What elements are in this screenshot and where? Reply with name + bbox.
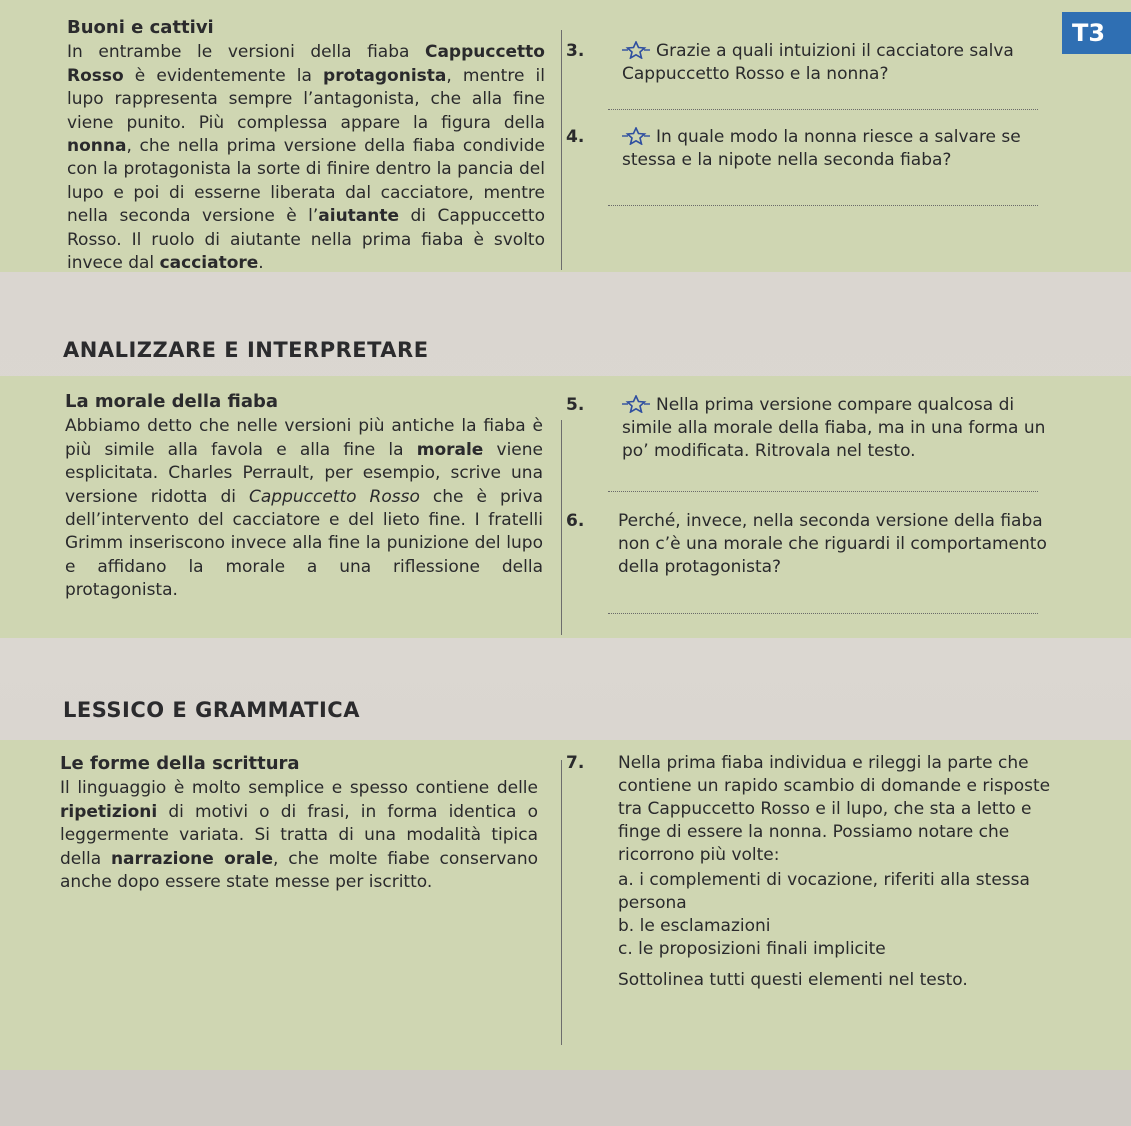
list-item: c. le proposizioni finali implicite [618, 939, 886, 959]
difficulty-star-icon [622, 41, 650, 59]
scrittura-text: Il linguaggio è molto semplice e spesso contiene delle ripetizioni di motivi o di frasi, in forma identica o leggermente variata. Si tratta di una modalità tipica della narrazione orale, che molte fiabe conservano anche dopo essere state messe per iscritto. [60, 778, 538, 893]
intro-text: In entrambe le versioni della fiaba Cappuccetto Rosso è evidentemente la protagonista, mentre il lupo rappresenta sempre l’antagonista, che alla fine viene punito. Più complessa appare la figura della nonna, che nella prima versione della fiaba condivide con la protagonista la sorte di finire dentro la pancia del lupo e poi di esserne liberata dal cacciatore, mentre nella seconda versione è l’aiutante di Cappuccetto Rosso. Il ruolo di aiutante nella prima fiaba è svolto invece dal cacciatore. [67, 42, 545, 274]
instruction: Sottolinea tutti questi elementi nel testo. [618, 970, 968, 990]
question-number: 4. [566, 127, 585, 147]
question-text: In quale modo la nonna riesce a salvare se stessa e la nipote nella seconda fiaba? [622, 127, 1021, 170]
intro-box [67, 16, 545, 275]
question-number: 6. [566, 511, 585, 531]
question-text: Perché, invece, nella seconda versione della fiaba non c’è una morale che riguardi il comportamento della protagonista? [618, 511, 1047, 577]
morale-box [65, 390, 543, 603]
question-number: 5. [566, 395, 585, 415]
question-5 [566, 394, 1066, 463]
column-divider [561, 420, 562, 635]
question-7 [566, 752, 1076, 992]
question-number: 3. [566, 41, 585, 61]
question-text: Nella prima versione compare qualcosa di simile alla morale della fiaba, ma in una forma un po’ modificata. Ritrovala nel testo. [622, 395, 1046, 461]
intro-title: Buoni e cattivi [67, 17, 214, 38]
question-6 [566, 510, 1066, 579]
scrittura-box [60, 752, 538, 894]
answer-line[interactable] [608, 612, 1038, 614]
answer-line[interactable] [608, 490, 1038, 492]
column-divider [561, 30, 562, 270]
page-bottom [0, 1070, 1131, 1126]
question-text: Nella prima fiaba individua e rileggi la parte che contiene un rapido scambio di domande e risposte tra Cappuccetto Rosso e il lupo, che sta a letto e finge di essere la nonna. Possiamo notare che ricorrono più volte: [618, 753, 1051, 865]
section-title-analizzare: ANALIZZARE E INTERPRETARE [63, 338, 429, 362]
scrittura-title: Le forme della scrittura [60, 753, 300, 774]
column-divider [561, 760, 562, 1045]
question-3 [566, 40, 1066, 86]
chapter-tab: T3 [1062, 12, 1131, 54]
difficulty-star-icon [622, 127, 650, 145]
question-number: 7. [566, 753, 585, 773]
question-4 [566, 126, 1066, 172]
difficulty-star-icon [622, 395, 650, 413]
list-item: b. le esclamazioni [618, 916, 771, 936]
section-title-lessico: LESSICO E GRAMMATICA [63, 698, 360, 722]
morale-title: La morale della fiaba [65, 391, 279, 412]
morale-text: Abbiamo detto che nelle versioni più antiche la fiaba è più simile alla favola e alla fine la morale viene esplicitata. Charles Perrault, per esempio, scrive una versione ridotta di Cappuccetto Rosso che è priva dell’intervento del cacciatore e del lieto fine. I fratelli Grimm inseriscono invece alla fine la punizione del lupo e affidano la morale a una riflessione della protagonista. [65, 416, 543, 601]
answer-line[interactable] [608, 204, 1038, 206]
question-text: Grazie a quali intuizioni il cacciatore salva Cappuccetto Rosso e la nonna? [622, 41, 1014, 84]
list-item: a. i complementi di vocazione, riferiti alla stessa persona [618, 870, 1030, 913]
answer-line[interactable] [608, 108, 1038, 110]
